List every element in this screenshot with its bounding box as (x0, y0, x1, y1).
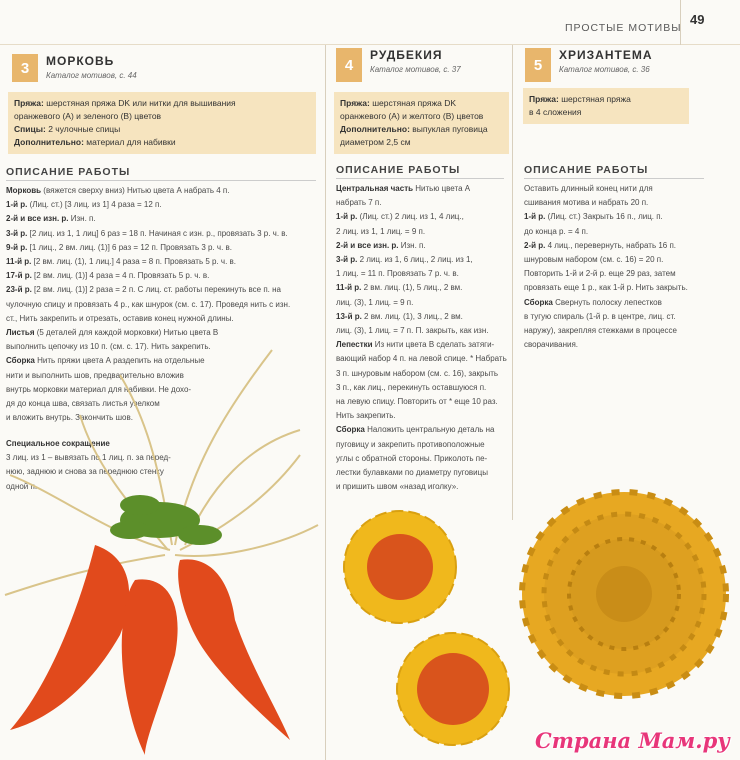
text-line (336, 267, 511, 281)
text-line (336, 296, 511, 310)
line-text: Из нити цвета В сделать затяги- (374, 340, 495, 350)
motif-header-rudbeckia (336, 48, 461, 82)
line-label: 11-й р. (336, 283, 362, 293)
text-line (336, 338, 511, 352)
line-label: Сборка (336, 425, 365, 435)
text-line (6, 198, 318, 212)
text-line (340, 110, 503, 123)
rudbeckia-photo (335, 505, 520, 760)
text-line (524, 296, 724, 310)
header-rule (0, 44, 740, 45)
special-line: нюю, заднюю и снова за переднюю стенку (6, 467, 164, 477)
text-line (336, 182, 511, 196)
line-label: 3-й р. (6, 228, 28, 238)
line-label: Пряжа: (340, 98, 370, 108)
page-number: 49 (690, 12, 705, 27)
line-text: 2 чулочные спицы (48, 124, 121, 134)
text-line (340, 123, 503, 136)
chrysanthemum-photo (512, 470, 740, 750)
text-line (6, 227, 318, 241)
line-text: выпуклая пуговица (412, 124, 488, 134)
column-divider (512, 45, 513, 520)
text-line (529, 106, 683, 119)
text-line (340, 136, 503, 149)
text-line (336, 196, 511, 210)
special-title: Специальное сокращение (6, 439, 110, 448)
line-text: Нить закрепить. (336, 411, 396, 421)
line-label: Дополнительно: (340, 124, 410, 134)
line-text: 1 лиц. = 11 п. Провязать 7 р. ч. в. (336, 269, 459, 279)
motif-subtitle: Каталог мотивов, с. 37 (370, 65, 461, 74)
section-title: ОПИСАНИЕ РАБОТЫ (524, 164, 649, 176)
line-label: Морковь (6, 186, 42, 195)
text-line (336, 352, 511, 366)
line-text: нити и выполнить шов, предварительно вложив (6, 370, 184, 380)
line-text: [2 лиц. из 1, 1 лиц] 6 раз = 18 п. Начиная с изн. р., провязать 3 р. ч. в. (29, 228, 288, 238)
text-line (524, 338, 724, 352)
text-line (524, 225, 724, 239)
line-text: шерстяная пряжа DK (372, 98, 457, 108)
line-text: наружу), закрепляя стежками в процессе (524, 326, 677, 336)
chrysanthemum-flower (522, 492, 726, 696)
section-rule (524, 178, 704, 179)
line-text: Свернуть полоску лепестков (555, 297, 662, 307)
line-text: в тугую спираль (1-й р. в центре, лиц. ст. (524, 311, 676, 321)
text-line (524, 239, 724, 253)
text-line (336, 324, 511, 338)
line-text: шерстяная пряжа (561, 94, 631, 104)
line-text: чулочную спицу и провязать 4 р., как шнурок (см. с. 17). Проведя нить с изн. (6, 299, 291, 309)
line-text: 3 п. шнуровым набором (см. с. 16), закрыть (336, 368, 499, 378)
line-text: в 4 сложения (529, 107, 582, 117)
motif-subtitle: Каталог мотивов, с. 44 (46, 71, 137, 80)
line-label: Дополнительно: (14, 137, 84, 147)
motif-number: 4 (336, 48, 362, 82)
line-text: 3 п., как лиц., перекинуть оставшуюся п. (336, 382, 487, 392)
line-label: 9-й р. (6, 242, 28, 252)
text-line (524, 210, 724, 224)
text-line (524, 281, 724, 295)
line-text: лестки булавками по диаметру пуговицы (336, 468, 488, 478)
line-text: Оставить длинный конец нити для (524, 184, 653, 193)
motif-title: МОРКОВЬ (46, 54, 115, 68)
text-line (6, 326, 318, 340)
line-text: диаметром 2,5 см (340, 137, 411, 147)
line-text: и вложить внутрь. Закончить шов. (6, 413, 133, 423)
line-text: сшивания мотива и набрать 20 п. (524, 198, 649, 208)
line-text: вающий набор 4 п. на левой спице. * Набрать (336, 354, 507, 364)
line-text: Наложить центральную деталь на (367, 425, 495, 435)
line-text: внутрь морковки материал для набивки. Не дохо- (6, 384, 192, 394)
special-line: одной п. (6, 481, 38, 491)
column-divider (325, 45, 326, 760)
line-text: 2 вм. лиц. (1), 3 лиц., 2 вм. (364, 311, 463, 321)
text-line (336, 409, 511, 423)
line-text: Нить пряжи цвета А раздепить на отдельные (37, 356, 205, 366)
text-line (6, 298, 318, 312)
line-text: 4 лиц., перевернуть, набрать 16 п. (547, 240, 677, 250)
line-text: Нитью цвета А (415, 184, 471, 193)
line-label: Сборка (524, 297, 553, 307)
motif-header-chrysanthemum (525, 48, 652, 82)
line-label: 11-й р. (6, 257, 32, 267)
page-number-box (680, 0, 740, 45)
line-label: 17-й р. (6, 271, 32, 281)
line-text: ст., Нить закрепить и отрезать, оставив конец нужной длины. (6, 313, 234, 323)
section-title: ОПИСАНИЕ РАБОТЫ (336, 164, 461, 176)
line-text: и пришить швом «назад иголку». (336, 482, 459, 492)
line-text: [1 лиц., 2 вм. лиц. (1)] 6 раз = 12 п. Провязать 3 р. ч. в. (29, 242, 233, 252)
instructions-text (524, 182, 724, 352)
line-text: провязать еще 1 р., как 1-й р. Нить закрыть. (524, 283, 688, 293)
line-text: лиц. (3), 1 лиц. = 7 п. П. закрыть, как изн. (336, 326, 489, 336)
carrots (10, 545, 290, 755)
motif-subtitle: Каталог мотивов, с. 36 (559, 65, 650, 74)
line-text: оранжевого (А) и зеленого (В) цветов (14, 111, 162, 121)
watermark: Страна Мам.ру (535, 728, 730, 753)
text-line (336, 395, 511, 409)
text-line (336, 239, 511, 253)
text-line (336, 381, 511, 395)
line-text: пуговицу и закрепить противоположные (336, 439, 485, 449)
line-text: (5 деталей для каждой морковки) Нитью цвета В (36, 328, 219, 338)
line-label: 13-й р. (336, 311, 362, 321)
text-line (336, 310, 511, 324)
line-text: [2 вм. лиц. (1)] 2 раза = 2 п. С лиц. ст. работы перекинуть все п. на (34, 285, 281, 295)
text-line (6, 312, 318, 326)
line-label: Пряжа: (529, 94, 559, 104)
text-line (524, 267, 724, 281)
text-line (336, 480, 511, 494)
motif-title: ХРИЗАНТЕМА (559, 48, 653, 62)
text-line (336, 210, 511, 224)
line-text: 2 лиц. из 1, 1 лиц. = 9 п. (336, 226, 426, 236)
rudbeckia-flower-small (397, 633, 509, 745)
line-text: углы с обратной стороны. Приколоть пе- (336, 453, 488, 463)
line-text: материал для набивки (86, 137, 176, 147)
line-label: 1-й р. (336, 212, 358, 222)
line-label: Листья (6, 328, 35, 338)
line-text: до конца р. = 4 п. (524, 226, 589, 236)
line-text: дя до конца шва, связать листья узелком (6, 399, 160, 409)
section-title: ОПИСАНИЕ РАБОТЫ (6, 166, 131, 178)
line-text: Изн. п. (400, 240, 426, 250)
text-line (336, 466, 511, 480)
carrot-photo (0, 345, 325, 760)
line-label: 2-й и все изн. р. (336, 240, 399, 250)
text-line (336, 452, 511, 466)
motif-title: РУДБЕКИЯ (370, 48, 443, 62)
line-text: 2 лиц. из 1, 6 лиц., 2 лиц. из 1, (359, 255, 473, 265)
text-line (524, 182, 724, 196)
special-line: 3 лиц. из 1 – вывязать по 1 лиц. п. за перед- (6, 453, 171, 463)
text-line (14, 123, 310, 136)
text-line (6, 184, 318, 198)
line-label: Пряжа: (14, 98, 44, 108)
line-label: 2-й р. (524, 240, 546, 250)
text-line (524, 310, 724, 324)
line-text: (вяжется сверху вниз) Нитью цвета А набрать 4 п. (43, 186, 230, 195)
text-line (524, 253, 724, 267)
text-line (6, 269, 318, 283)
line-text: (Лиц. ст.) [3 лиц. из 1] 4 раза = 12 п. (29, 200, 162, 210)
section-header: ПРОСТЫЕ МОТИВЫ (565, 22, 682, 34)
text-line (6, 283, 318, 297)
line-label: 1-й р. (524, 212, 546, 222)
text-line (14, 97, 310, 110)
text-line (336, 367, 511, 381)
text-line (529, 93, 683, 106)
text-line (6, 241, 318, 255)
line-text: 2 вм. лиц. (1), 5 лиц., 2 вм. (363, 283, 463, 293)
line-text: [2 вм. лиц. (1), 1 лиц.] 4 раза = 8 п. Провязать 5 р. ч. в. (33, 257, 237, 267)
motif-number: 3 (12, 54, 38, 82)
line-text: (Лиц. ст.) Закрыть 16 п., лиц. п. (547, 212, 663, 222)
line-text: на левую спицу. Повторить от * еще 10 раз. (336, 397, 498, 407)
line-text: Изн. п. (70, 214, 96, 224)
line-label: 23-й р. (6, 285, 32, 295)
line-text: лиц. (3), 1 лиц. = 9 п. (336, 297, 414, 307)
line-label: Центральная часть (336, 184, 414, 193)
line-text: Повторить 1-й и 2-й р. еще 29 раз, затем (524, 269, 676, 279)
line-label: 1-й р. (6, 200, 28, 210)
line-label: Спицы: (14, 124, 46, 134)
carrot-leaves (110, 495, 222, 545)
line-text: набрать 7 п. (336, 198, 382, 208)
section-rule (6, 180, 316, 181)
line-text: шнуровым набором (см. с. 16) = 20 п. (524, 255, 664, 265)
line-text: шерстяная пряжа DK или нитки для вышивания (46, 98, 236, 108)
text-line (14, 136, 310, 149)
materials-box (334, 92, 509, 154)
line-text: [2 вм. лиц. (1)] 4 раза = 4 п. Провязать 5 р. ч. в. (34, 271, 210, 281)
text-line (524, 196, 724, 210)
text-line (336, 253, 511, 267)
materials-box (8, 92, 316, 154)
line-text: (Лиц. ст.) 2 лиц. из 1, 4 лиц., (359, 212, 464, 222)
line-label: 2-й и все изн. р. (6, 214, 69, 224)
text-line (6, 255, 318, 269)
rudbeckia-flower-large (344, 511, 456, 623)
text-line (336, 423, 511, 437)
line-label: Сборка (6, 356, 35, 366)
text-line (14, 110, 310, 123)
motif-header-carrot (12, 54, 137, 82)
line-text: сворачивания. (524, 340, 579, 350)
line-label: 3-й р. (336, 255, 358, 265)
text-line (336, 225, 511, 239)
line-label: Лепестки (336, 340, 373, 350)
materials-box (523, 88, 689, 124)
text-line (6, 212, 318, 226)
text-line (340, 97, 503, 110)
instructions-text (336, 182, 511, 494)
line-text: оранжевого (А) и желтого (В) цветов (340, 111, 484, 121)
motif-number: 5 (525, 48, 551, 82)
text-line (336, 281, 511, 295)
text-line (336, 438, 511, 452)
raffia-strands (5, 350, 318, 595)
text-line (524, 324, 724, 338)
line-text: выполнить цепочку из 10 п. (см. с. 17). Нить закрепить. (6, 342, 211, 352)
section-rule (336, 178, 504, 179)
